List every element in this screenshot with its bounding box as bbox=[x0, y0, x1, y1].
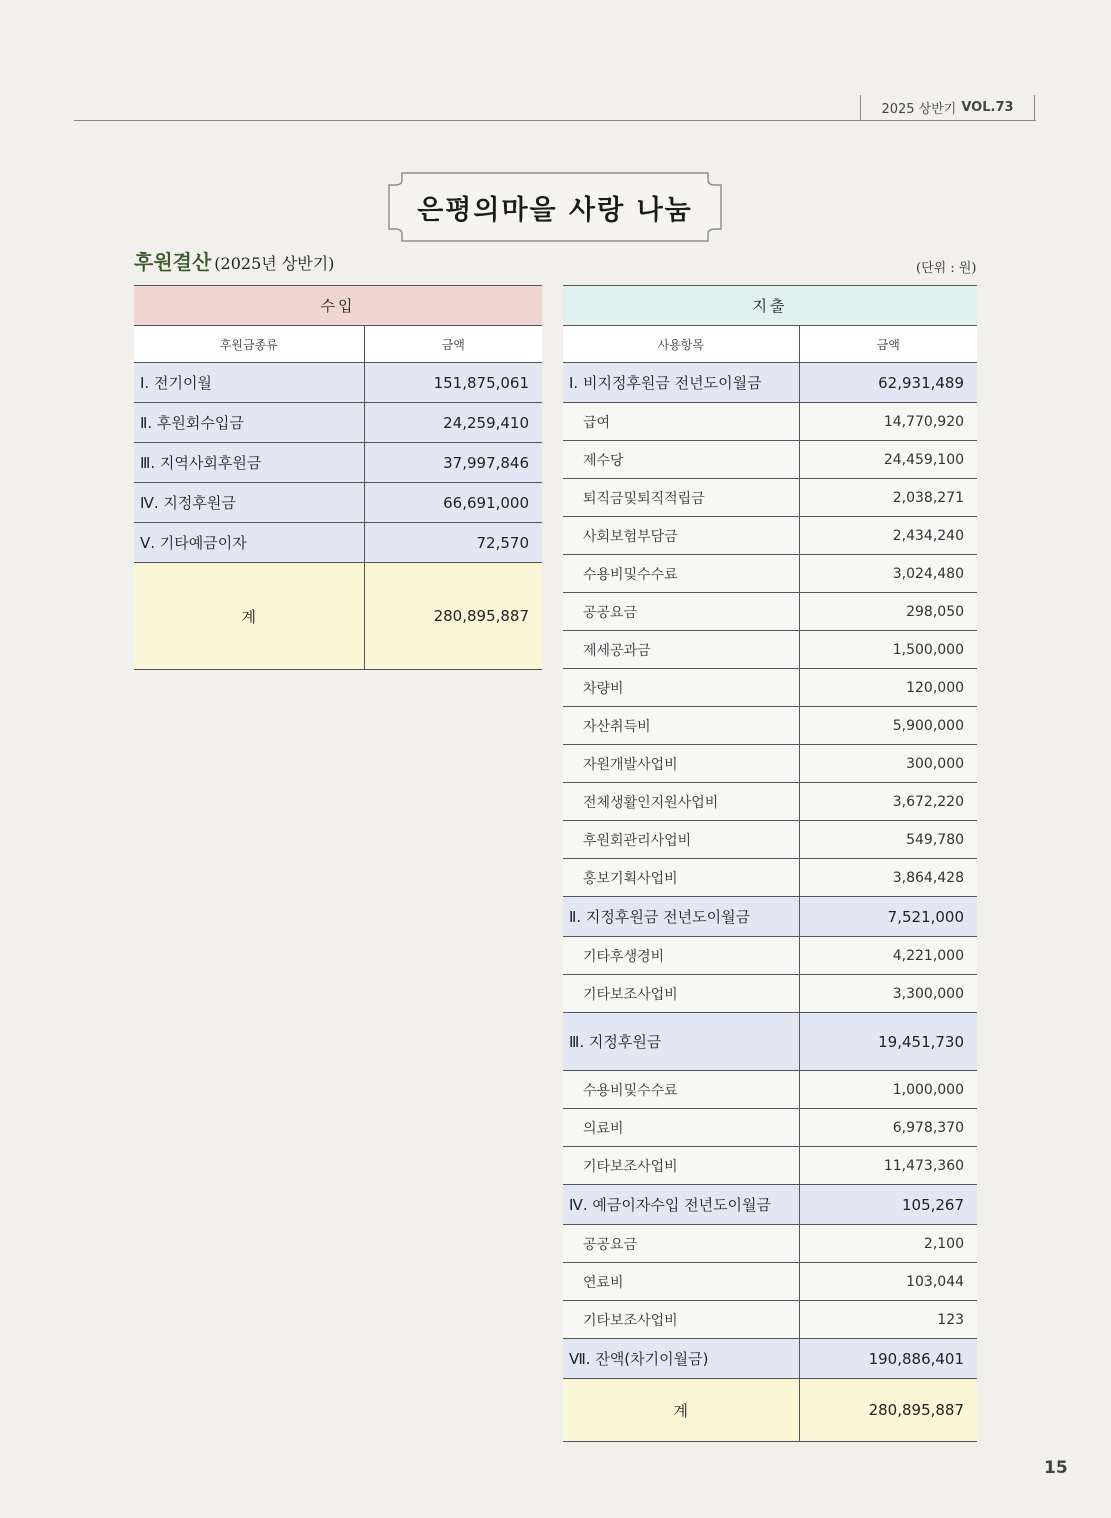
item-row bbox=[563, 1109, 977, 1147]
row-label: 홍보기획사업비 bbox=[563, 859, 799, 897]
title-banner bbox=[388, 172, 722, 242]
item-row bbox=[563, 441, 977, 479]
row-label: 기타보조사업비 bbox=[563, 1301, 799, 1339]
row-label: 기타보조사업비 bbox=[563, 1147, 799, 1185]
row-label: 차량비 bbox=[563, 669, 799, 707]
row-label: Ⅰ. 전기이월 bbox=[134, 363, 364, 403]
row-amount: 19,451,730 bbox=[799, 1013, 977, 1071]
section-heading bbox=[134, 246, 334, 275]
category-row bbox=[563, 1185, 977, 1225]
col-header-item: 사용항목 bbox=[563, 326, 799, 363]
page-number: 15 bbox=[1044, 1458, 1068, 1478]
row-label: 자원개발사업비 bbox=[563, 745, 799, 783]
row-amount: 72,570 bbox=[364, 523, 542, 563]
row-amount: 4,221,000 bbox=[799, 937, 977, 975]
item-row bbox=[563, 1225, 977, 1263]
row-label: 수용비및수수료 bbox=[563, 1071, 799, 1109]
row-amount: 2,038,271 bbox=[799, 479, 977, 517]
row-label: Ⅲ. 지역사회후원금 bbox=[134, 443, 364, 483]
row-label: Ⅰ. 비지정후원금 전년도이월금 bbox=[563, 363, 799, 403]
item-row bbox=[563, 593, 977, 631]
row-amount: 120,000 bbox=[799, 669, 977, 707]
row-amount: 11,473,360 bbox=[799, 1147, 977, 1185]
income-total-row bbox=[134, 563, 542, 670]
expense-header-row bbox=[563, 286, 977, 326]
expense-header: 지출 bbox=[563, 286, 977, 326]
row-amount: 103,044 bbox=[799, 1263, 977, 1301]
row-amount: 3,864,428 bbox=[799, 859, 977, 897]
category-row bbox=[134, 483, 542, 523]
item-row bbox=[563, 859, 977, 897]
item-row bbox=[563, 707, 977, 745]
row-amount: 62,931,489 bbox=[799, 363, 977, 403]
row-label: 후원회관리사업비 bbox=[563, 821, 799, 859]
item-row bbox=[563, 1147, 977, 1185]
item-row bbox=[563, 479, 977, 517]
row-label: 제수당 bbox=[563, 441, 799, 479]
income-header-row bbox=[134, 286, 542, 326]
issue-label: 2025 상반기 bbox=[881, 102, 957, 117]
item-row bbox=[563, 1071, 977, 1109]
total-label: 계 bbox=[134, 563, 364, 670]
row-label: Ⅶ. 잔액(차기이월금) bbox=[563, 1339, 799, 1379]
row-label: 자산취득비 bbox=[563, 707, 799, 745]
row-amount: 300,000 bbox=[799, 745, 977, 783]
item-row bbox=[563, 517, 977, 555]
category-row bbox=[134, 403, 542, 443]
section-title: 후원결산 bbox=[134, 250, 212, 274]
category-row bbox=[134, 523, 542, 563]
section-subtitle: (2025년 상반기) bbox=[214, 254, 335, 273]
row-label: 공공요금 bbox=[563, 593, 799, 631]
row-label: 연료비 bbox=[563, 1263, 799, 1301]
expense-column-row bbox=[563, 326, 977, 363]
item-row bbox=[563, 975, 977, 1013]
income-header: 수입 bbox=[134, 286, 542, 326]
category-row bbox=[563, 1013, 977, 1071]
row-amount: 7,521,000 bbox=[799, 897, 977, 937]
item-row bbox=[563, 403, 977, 441]
unit-label: (단위 : 원) bbox=[916, 261, 977, 276]
item-row bbox=[563, 745, 977, 783]
row-amount: 123 bbox=[799, 1301, 977, 1339]
row-label: 기타보조사업비 bbox=[563, 975, 799, 1013]
header-rule bbox=[74, 120, 1036, 121]
row-amount: 3,672,220 bbox=[799, 783, 977, 821]
volume-label: VOL.73 bbox=[961, 100, 1014, 115]
row-label: 전체생활인지원사업비 bbox=[563, 783, 799, 821]
category-row bbox=[134, 363, 542, 403]
item-row bbox=[563, 1301, 977, 1339]
row-label: Ⅴ. 기타예금이자 bbox=[134, 523, 364, 563]
row-amount: 3,300,000 bbox=[799, 975, 977, 1013]
row-amount: 151,875,061 bbox=[364, 363, 542, 403]
row-amount: 298,050 bbox=[799, 593, 977, 631]
category-row bbox=[134, 443, 542, 483]
row-label: 공공요금 bbox=[563, 1225, 799, 1263]
row-amount: 1,500,000 bbox=[799, 631, 977, 669]
row-amount: 66,691,000 bbox=[364, 483, 542, 523]
row-amount: 190,886,401 bbox=[799, 1339, 977, 1379]
total-label: 계 bbox=[563, 1379, 799, 1442]
item-row bbox=[563, 937, 977, 975]
row-amount: 5,900,000 bbox=[799, 707, 977, 745]
row-amount: 2,434,240 bbox=[799, 517, 977, 555]
item-row bbox=[563, 555, 977, 593]
item-row bbox=[563, 631, 977, 669]
row-label: Ⅱ. 지정후원금 전년도이월금 bbox=[563, 897, 799, 937]
row-label: 퇴직금및퇴직적립금 bbox=[563, 479, 799, 517]
expense-table bbox=[563, 285, 977, 1442]
category-row bbox=[563, 897, 977, 937]
row-amount: 6,978,370 bbox=[799, 1109, 977, 1147]
row-label: 사회보험부담금 bbox=[563, 517, 799, 555]
row-label: 의료비 bbox=[563, 1109, 799, 1147]
row-label: Ⅱ. 후원회수입금 bbox=[134, 403, 364, 443]
row-amount: 3,024,480 bbox=[799, 555, 977, 593]
row-label: Ⅲ. 지정후원금 bbox=[563, 1013, 799, 1071]
item-row bbox=[563, 821, 977, 859]
income-column-row bbox=[134, 326, 542, 363]
row-amount: 37,997,846 bbox=[364, 443, 542, 483]
row-label: 수용비및수수료 bbox=[563, 555, 799, 593]
row-label: 기타후생경비 bbox=[563, 937, 799, 975]
col-header-amount: 금액 bbox=[799, 326, 977, 363]
row-amount: 105,267 bbox=[799, 1185, 977, 1225]
total-amount: 280,895,887 bbox=[799, 1379, 977, 1442]
item-row bbox=[563, 1263, 977, 1301]
row-amount: 24,459,100 bbox=[799, 441, 977, 479]
item-row bbox=[563, 783, 977, 821]
row-label: 급여 bbox=[563, 403, 799, 441]
expense-total-row bbox=[563, 1379, 977, 1442]
row-label: 제세공과금 bbox=[563, 631, 799, 669]
row-amount: 24,259,410 bbox=[364, 403, 542, 443]
item-row bbox=[563, 669, 977, 707]
row-amount: 14,770,920 bbox=[799, 403, 977, 441]
category-row bbox=[563, 1339, 977, 1379]
income-table bbox=[134, 285, 542, 670]
row-amount: 2,100 bbox=[799, 1225, 977, 1263]
total-amount: 280,895,887 bbox=[364, 563, 542, 670]
row-amount: 549,780 bbox=[799, 821, 977, 859]
col-header-amount: 금액 bbox=[364, 326, 542, 363]
row-amount: 1,000,000 bbox=[799, 1071, 977, 1109]
category-row bbox=[563, 363, 977, 403]
issue-tab bbox=[860, 95, 1035, 120]
row-label: Ⅳ. 예금이자수입 전년도이월금 bbox=[563, 1185, 799, 1225]
col-header-type: 후원금종류 bbox=[134, 326, 364, 363]
banner-title: 은평의마을 사랑 나눔 bbox=[417, 194, 693, 226]
row-label: Ⅳ. 지정후원금 bbox=[134, 483, 364, 523]
